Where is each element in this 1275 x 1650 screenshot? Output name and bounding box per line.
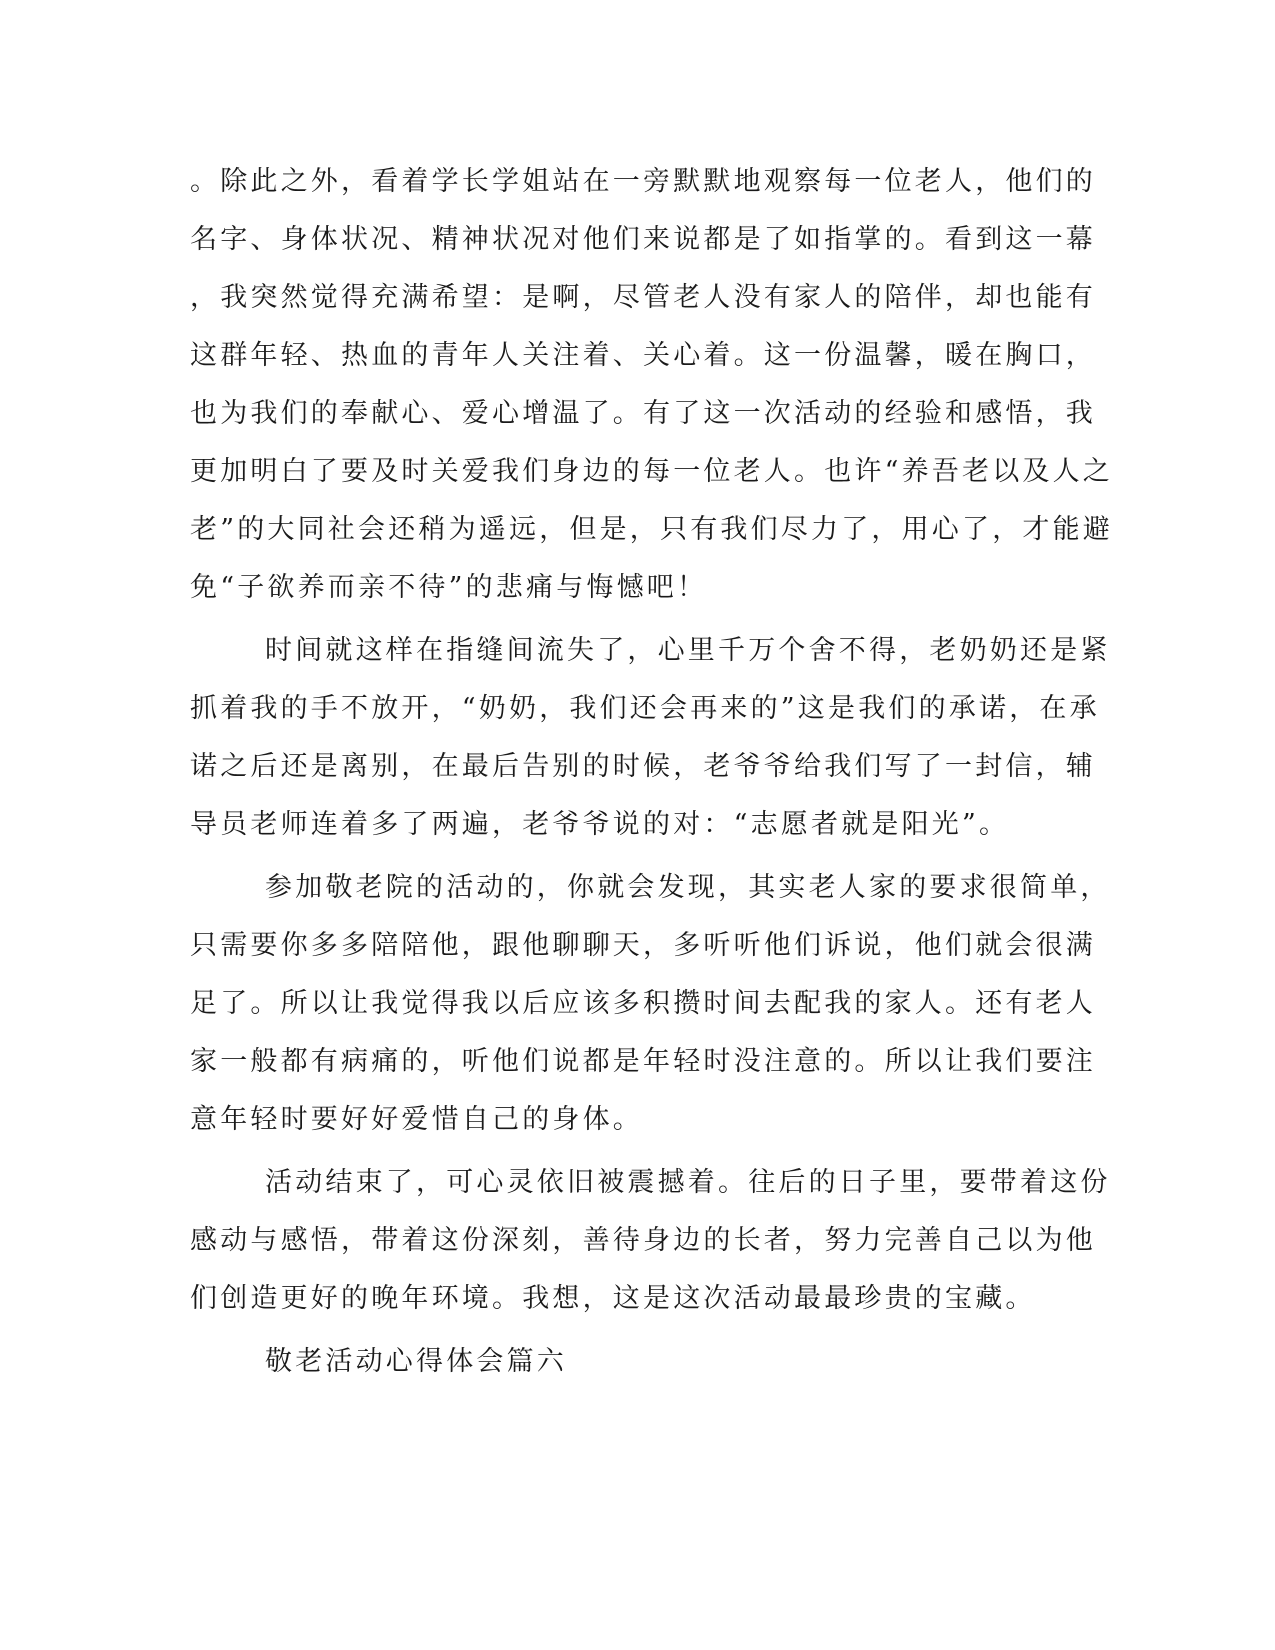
paragraph-start-line: 活动结束了，可心灵依旧被震撼着。往后的日子里，要带着这份	[265, 1167, 1111, 1198]
text-line: 家一般都有病痛的，听他们说都是年轻时没注意的。所以让我们要注	[190, 1046, 1096, 1077]
section-heading: 敬老活动心得体会篇六	[265, 1346, 567, 1377]
text-line: 诺之后还是离别，在最后告别的时候，老爷爷给我们写了一封信，辅	[190, 751, 1096, 782]
text-line: 免“子欲养而亲不待”的悲痛与悔憾吧！	[190, 572, 708, 603]
text-line: 这群年轻、热血的青年人关注着、关心着。这一份温馨，暖在胸口，	[190, 340, 1096, 371]
text-line: 足了。所以让我觉得我以后应该多积攒时间去配我的家人。还有老人	[190, 988, 1096, 1019]
paragraph-start-line: 参加敬老院的活动的，你就会发现，其实老人家的要求很简单，	[265, 872, 1111, 903]
text-line: 导员老师连着多了两遍，老爷爷说的对：“志愿者就是阳光”。	[190, 809, 1010, 840]
text-line: 更加明白了要及时关爱我们身边的每一位老人。也许“养吾老以及人之	[190, 456, 1114, 487]
text-line: 。除此之外，看着学长学姐站在一旁默默地观察每一位老人，他们的	[190, 166, 1096, 197]
text-line: 只需要你多多陪陪他，跟他聊聊天，多听听他们诉说，他们就会很满	[190, 930, 1096, 961]
text-line: 感动与感悟，带着这份深刻，善待身边的长者，努力完善自己以为他	[190, 1225, 1096, 1256]
text-line: 们创造更好的晚年环境。我想，这是这次活动最最珍贵的宝藏。	[190, 1283, 1036, 1314]
text-line: 也为我们的奉献心、爱心增温了。有了这一次活动的经验和感悟，我	[190, 398, 1096, 429]
text-line: 名字、身体状况、精神状况对他们来说都是了如指掌的。看到这一幕	[190, 224, 1096, 255]
text-line: 老”的大同社会还稍为遥远，但是，只有我们尽力了，用心了，才能避	[190, 514, 1114, 545]
paragraph-start-line: 时间就这样在指缝间流失了，心里千万个舍不得，老奶奶还是紧	[265, 635, 1111, 666]
text-line: ，我突然觉得充满希望：是啊，尽管老人没有家人的陪伴，却也能有	[190, 282, 1096, 313]
text-line: 意年轻时要好好爱惜自己的身体。	[190, 1104, 643, 1135]
text-line: 抓着我的手不放开，“奶奶，我们还会再来的”这是我们的承诺，在承	[190, 693, 1100, 724]
